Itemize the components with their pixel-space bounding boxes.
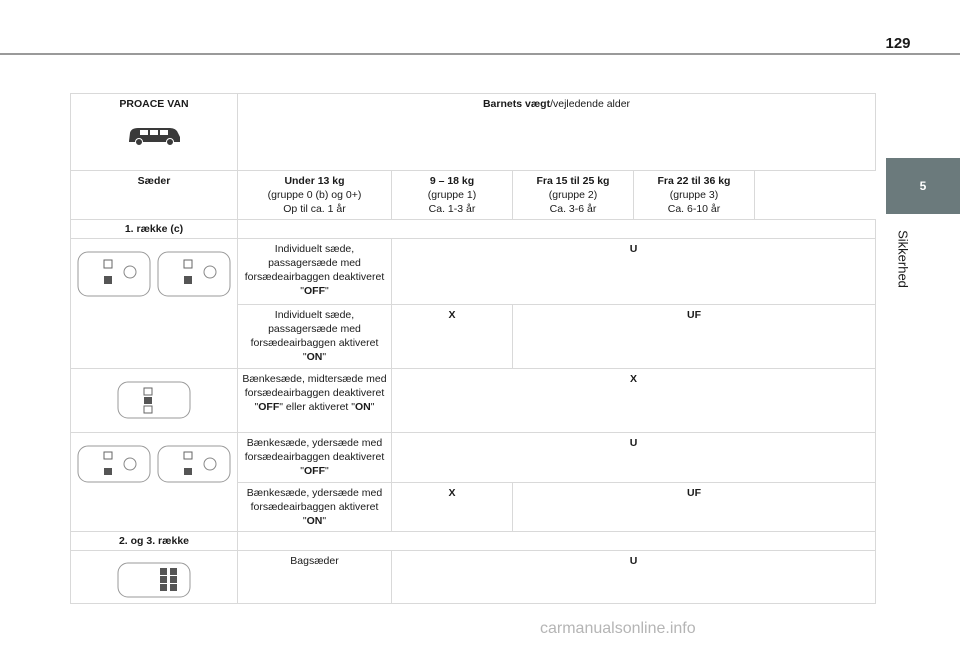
van-icon: [74, 111, 234, 151]
seats-label: Sæder: [71, 171, 238, 220]
seat-desc: Bænkesæde, ydersæde med forsædeairbaggen aktiveret "ON": [238, 483, 392, 532]
car-topview-icon: [76, 442, 152, 486]
seat-desc: Bænkesæde, ydersæde med forsædeairbaggen deaktiveret "OFF": [238, 433, 392, 483]
seat-desc: Bagsæder: [238, 551, 392, 604]
suitability-value: X: [392, 305, 513, 369]
vehicle-name: PROACE VAN: [119, 98, 189, 110]
suitability-value: X: [392, 369, 876, 433]
suitability-value: X: [392, 483, 513, 532]
car-topview-icon: [116, 560, 192, 600]
page-number: 129: [885, 35, 911, 52]
chapter-label: [873, 214, 933, 304]
seat-desc: Individuelt sæde, passagersæde med forsædeairbaggen aktiveret "ON": [238, 305, 392, 369]
seat-diagram-bench-outer: [71, 433, 238, 532]
child-weight-header: [238, 94, 876, 171]
group-header-1: 9 – 18 kg (gruppe 1) Ca. 1-3 år: [392, 171, 513, 220]
suitability-value: UF: [513, 305, 876, 369]
car-topview-icon: [156, 442, 232, 486]
child-weight-title: Barnets vægt: [482, 98, 551, 110]
seat-diagram-bench-middle: [71, 369, 238, 433]
row23-label: 2. og 3. række: [71, 532, 238, 551]
header-rule: [0, 53, 960, 55]
vehicle-header-cell: [71, 94, 238, 171]
car-topview-icon: [116, 378, 192, 422]
seat-desc: Individuelt sæde, passagersæde med forsædeairbaggen deaktiveret "OFF": [238, 239, 392, 305]
watermark: carmanualsonline.info: [540, 620, 696, 637]
seat-diagram-individual: [71, 239, 238, 369]
row1-label: 1. række (c): [71, 220, 238, 239]
suitability-value: UF: [513, 483, 876, 532]
seat-desc: Bænkesæde, midtersæde med forsædeairbaggen deaktiveret "OFF" eller aktiveret "ON": [238, 369, 392, 433]
group-header-0: Under 13 kg (gruppe 0 (b) og 0+) Op til ca. 1 år: [238, 171, 392, 220]
seat-diagram-rear: [71, 551, 238, 604]
child-seat-table: [70, 93, 876, 604]
group-header-3: Fra 22 til 36 kg (gruppe 3) Ca. 6-10 år: [634, 171, 755, 220]
group-header-2: Fra 15 til 25 kg (gruppe 2) Ca. 3-6 år: [513, 171, 634, 220]
child-weight-sub: /vejledende alder: [550, 98, 631, 110]
chapter-tab[interactable]: 5: [886, 158, 960, 214]
chapter-title: Sikkerhed: [895, 230, 911, 288]
suitability-value: U: [392, 239, 876, 305]
suitability-value: U: [392, 551, 876, 604]
car-topview-icon: [76, 248, 152, 300]
car-topview-icon: [156, 248, 232, 300]
suitability-value: U: [392, 433, 876, 483]
